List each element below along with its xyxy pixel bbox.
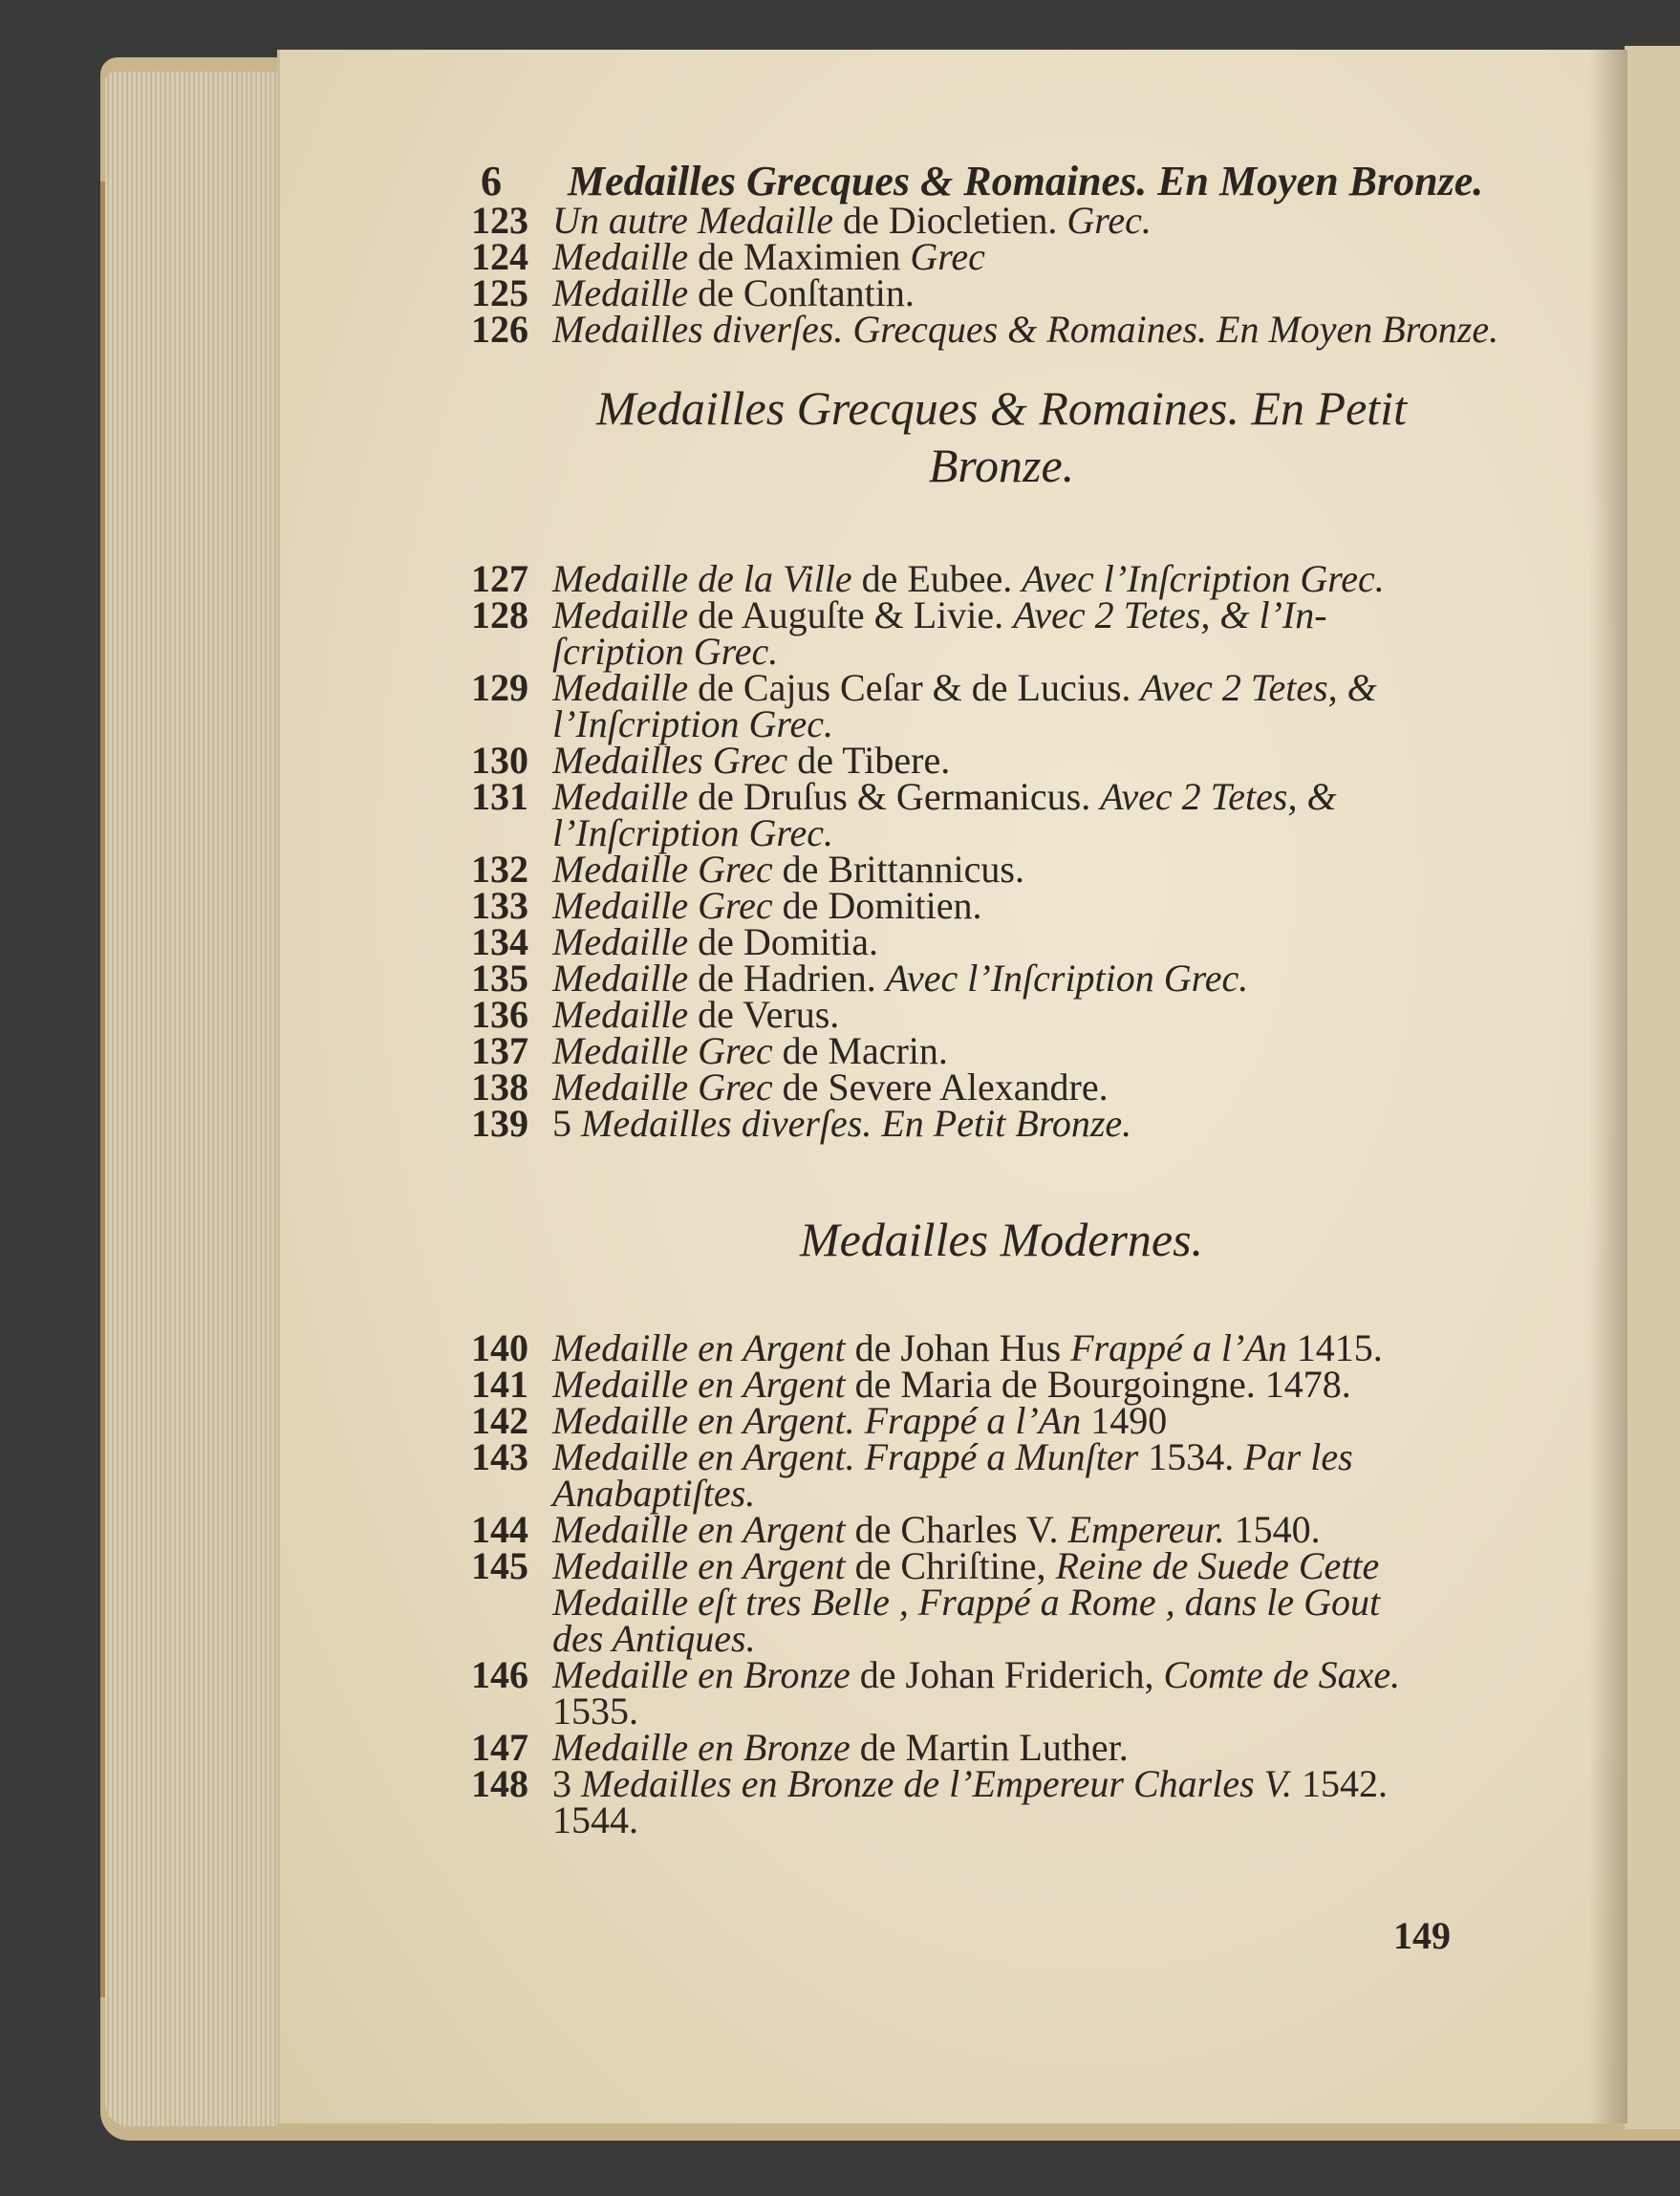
description-line	[552, 920, 1589, 963]
description-line	[552, 666, 1589, 709]
lot-number: 125	[471, 271, 528, 314]
lot-description	[552, 593, 1589, 673]
description-line	[552, 884, 1589, 927]
catchword: 149	[1393, 1914, 1451, 1957]
italic-text: Medaille de la Ville	[552, 557, 852, 600]
lot-number: 133	[471, 884, 528, 927]
lot-number: 123	[471, 199, 528, 242]
page-edges	[105, 72, 277, 2126]
lot-entry	[471, 308, 1589, 351]
description-line	[552, 235, 1589, 278]
lot-number: 131	[471, 775, 528, 818]
description-line	[552, 957, 1589, 1000]
roman-text: de Johan Friderich,	[850, 1653, 1164, 1696]
italic-text: Medaille	[552, 593, 689, 636]
lot-description	[552, 1762, 1589, 1841]
lot-description	[552, 308, 1589, 351]
italic-text: Medaille	[552, 271, 689, 314]
italic-text: Empereur.	[1067, 1508, 1225, 1551]
lot-number: 128	[471, 593, 528, 636]
italic-text: l’Inſcription Grec.	[552, 702, 834, 745]
italic-text: Medaille Grec	[552, 884, 773, 927]
roman-text: de Druſus & Germanicus.	[688, 775, 1101, 818]
lot-number: 130	[471, 739, 528, 782]
lot-description	[552, 920, 1589, 963]
roman-text: 1542.	[1291, 1762, 1388, 1805]
lot-entry	[471, 1508, 1589, 1551]
page-number: 6	[481, 158, 502, 205]
lot-entry	[471, 848, 1589, 891]
italic-text: Avec l’Inſcription Grec.	[885, 957, 1249, 1000]
italic-text: des Antiques.	[552, 1617, 756, 1660]
lot-description	[552, 848, 1589, 891]
lot-number: 138	[471, 1066, 528, 1109]
italic-text: Medaille	[552, 666, 689, 709]
italic-text: Medaille Grec	[552, 1029, 773, 1072]
lot-entry	[471, 1653, 1589, 1733]
roman-text: 1540.	[1224, 1508, 1321, 1551]
heading-line: Medailles Modernes.	[799, 1213, 1204, 1266]
lot-entry	[471, 1029, 1589, 1072]
lot-description	[552, 1399, 1589, 1442]
roman-text: 1415.	[1286, 1326, 1383, 1369]
lot-entry	[471, 557, 1589, 600]
italic-text: Avec 2 Tetes, &	[1100, 775, 1337, 818]
lot-number: 139	[471, 1102, 528, 1145]
description-line	[552, 1581, 1589, 1624]
italic-text: Frappé a l’An	[1070, 1326, 1287, 1369]
italic-text: Medaille	[552, 993, 689, 1036]
italic-text: Medaille	[552, 775, 689, 818]
italic-text: Medaille eſt tres Belle , Frappé a Rome , dans le Gout	[552, 1581, 1381, 1624]
lot-number: 124	[471, 235, 528, 278]
lot-entry	[471, 739, 1589, 782]
description-line	[552, 775, 1589, 818]
roman-text: de Eubee.	[851, 557, 1023, 600]
lot-description	[552, 666, 1589, 745]
lot-number: 141	[471, 1363, 528, 1406]
roman-text: de Johan Hus	[845, 1326, 1071, 1369]
description-line	[552, 1544, 1589, 1587]
description-line	[552, 1653, 1589, 1696]
heading-line: Medailles Grecques & Romaines. En Petit	[596, 381, 1407, 435]
lot-number: 137	[471, 1029, 528, 1072]
lot-entry	[471, 957, 1589, 1000]
italic-text: Medaille en Argent. Frappé a Munſter	[552, 1435, 1139, 1478]
lot-entry	[471, 993, 1589, 1036]
description-line	[552, 1690, 1589, 1733]
lot-number: 135	[471, 957, 528, 1000]
roman-text: de Domitia.	[688, 920, 879, 963]
lot-number: 140	[471, 1326, 528, 1369]
lot-description	[552, 1435, 1589, 1515]
italic-text: Un autre Medaille	[552, 199, 834, 242]
italic-text: Medaille	[552, 920, 689, 963]
description-line	[552, 630, 1589, 673]
roman-text: de Macrin.	[772, 1029, 948, 1072]
entries-modernes	[471, 1326, 1589, 1841]
description-line	[552, 1617, 1589, 1660]
italic-text: Avec 2 Tetes, & l’In-	[1013, 593, 1327, 636]
lot-entry	[471, 199, 1589, 242]
italic-text: Avec l’Inſcription Grec.	[1022, 557, 1385, 600]
lot-description	[552, 557, 1589, 600]
lot-entry	[471, 1363, 1589, 1406]
lot-description	[552, 1653, 1589, 1733]
roman-text: de Conſtantin.	[688, 271, 915, 314]
description-line	[552, 308, 1589, 351]
italic-text: Reine de Suede Cette	[1055, 1544, 1380, 1587]
italic-text: Comte de Saxe.	[1163, 1653, 1401, 1696]
roman-text: 1535.	[552, 1690, 638, 1733]
lot-entry	[471, 1762, 1589, 1841]
lot-number: 136	[471, 993, 528, 1036]
lot-description	[552, 1102, 1589, 1145]
description-line	[552, 702, 1589, 745]
lot-description	[552, 775, 1589, 854]
italic-text: Medaille	[552, 235, 689, 278]
description-line	[552, 739, 1589, 782]
lot-description	[552, 1363, 1589, 1406]
lot-description	[552, 1029, 1589, 1072]
description-line	[552, 1363, 1589, 1406]
lot-number: 126	[471, 308, 528, 351]
running-title: Medailles Grecques & Romaines. En Moyen Bronze.	[568, 158, 1484, 205]
description-line	[552, 271, 1589, 314]
italic-text: Medaille en Argent	[552, 1544, 846, 1587]
lot-number: 129	[471, 666, 528, 709]
entries-moyen-bronze	[471, 199, 1589, 351]
lot-entry	[471, 1326, 1589, 1369]
roman-text: de Martin Luther.	[850, 1726, 1129, 1769]
description-line	[552, 848, 1589, 891]
italic-text: Medaille en Argent. Frappé a l’An	[552, 1399, 1082, 1442]
italic-text: Grec.	[1066, 199, 1152, 242]
italic-text: Medaille Grec	[552, 1066, 773, 1109]
lot-number: 132	[471, 848, 528, 891]
lot-description	[552, 199, 1589, 242]
lot-entry	[471, 271, 1589, 314]
lot-entry	[471, 235, 1589, 278]
description-line	[552, 1326, 1589, 1369]
italic-text: Medaille en Argent	[552, 1363, 846, 1406]
description-line	[552, 1762, 1589, 1805]
lot-number: 143	[471, 1435, 528, 1478]
description-line	[552, 1435, 1589, 1478]
italic-text: Medaille en Bronze	[552, 1726, 851, 1769]
description-line	[552, 1102, 1589, 1145]
italic-text: Medailles en Bronze de l’Empereur Charles V.	[581, 1762, 1292, 1805]
lot-number: 127	[471, 557, 528, 600]
italic-text: Medaille en Argent	[552, 1326, 846, 1369]
lot-entry	[471, 1066, 1589, 1109]
facing-page-edge	[1625, 46, 1680, 2129]
italic-text: Medailles Grec	[552, 739, 788, 782]
roman-text: de Domitien.	[772, 884, 982, 927]
description-line	[552, 557, 1589, 600]
italic-text: Medaille en Argent	[552, 1508, 846, 1551]
roman-text: de Verus.	[688, 993, 840, 1036]
description-line	[552, 1472, 1589, 1515]
italic-text: Grec	[910, 235, 985, 278]
italic-text: Medaille en Bronze	[552, 1653, 851, 1696]
lot-description	[552, 993, 1589, 1036]
lot-description	[552, 1544, 1589, 1660]
roman-text: de Brittannicus.	[772, 848, 1024, 891]
lot-entry	[471, 920, 1589, 963]
roman-text: de Auguſte & Livie.	[688, 593, 1014, 636]
roman-text: 1544.	[552, 1798, 638, 1841]
italic-text: Medailles diverſes. Grecques & Romaines. En Moyen Bronze.	[552, 308, 1499, 351]
lot-description	[552, 1508, 1589, 1551]
lot-description	[552, 957, 1589, 1000]
lot-entry	[471, 1726, 1589, 1769]
lot-entry	[471, 1435, 1589, 1515]
description-line	[552, 1399, 1589, 1442]
lot-entry	[471, 593, 1589, 673]
lot-description	[552, 271, 1589, 314]
italic-text: Par les	[1243, 1435, 1353, 1478]
lot-entry	[471, 666, 1589, 745]
description-line	[552, 1508, 1589, 1551]
description-line	[552, 1726, 1589, 1769]
heading-line: Bronze.	[928, 439, 1075, 492]
lot-description	[552, 739, 1589, 782]
roman-text: 1490	[1081, 1399, 1168, 1442]
lot-entry	[471, 1399, 1589, 1442]
description-line	[552, 1798, 1589, 1841]
italic-text: Medailles diverſes. En Petit Bronze.	[581, 1102, 1132, 1145]
lot-number: 145	[471, 1544, 528, 1587]
roman-text: 5	[552, 1102, 581, 1145]
entries-petit-bronze	[471, 557, 1589, 1145]
lot-description	[552, 884, 1589, 927]
page	[277, 50, 1627, 2123]
lot-number: 147	[471, 1726, 528, 1769]
roman-text: de Chriſtine,	[845, 1544, 1056, 1587]
description-line	[552, 993, 1589, 1036]
roman-text: de Maria de Bourgoingne. 1478.	[845, 1363, 1351, 1406]
lot-description	[552, 1726, 1589, 1769]
italic-text: ſcription Grec.	[552, 630, 779, 673]
lot-entry	[471, 1544, 1589, 1660]
roman-text: de Maximien	[688, 235, 911, 278]
lot-description	[552, 1066, 1589, 1109]
roman-text: 1534.	[1138, 1435, 1244, 1478]
roman-text: de Cajus Ceſar & de Lucius.	[688, 666, 1141, 709]
description-line	[552, 199, 1589, 242]
italic-text: Medaille Grec	[552, 848, 773, 891]
lot-entry	[471, 775, 1589, 854]
lot-number: 148	[471, 1762, 528, 1805]
lot-number: 146	[471, 1653, 528, 1696]
italic-text: Anabaptiſtes.	[552, 1472, 756, 1515]
description-line	[552, 811, 1589, 854]
lot-number: 134	[471, 920, 528, 963]
section-heading-modernes	[500, 1211, 1503, 1268]
description-line	[552, 593, 1589, 636]
section-heading-petit-bronze	[500, 379, 1503, 494]
page-text	[280, 50, 1627, 2123]
lot-description	[552, 235, 1589, 278]
lot-description	[552, 1326, 1589, 1369]
italic-text: l’Inſcription Grec.	[552, 811, 834, 854]
lot-entry	[471, 884, 1589, 927]
lot-number: 144	[471, 1508, 528, 1551]
italic-text: Medaille	[552, 957, 689, 1000]
roman-text: de Diocletien.	[833, 199, 1067, 242]
roman-text: de Hadrien.	[688, 957, 886, 1000]
description-line	[552, 1066, 1589, 1109]
lot-entry	[471, 1102, 1589, 1145]
roman-text: de Severe Alexandre.	[772, 1066, 1109, 1109]
roman-text: de Tibere.	[787, 739, 951, 782]
lot-number: 142	[471, 1399, 528, 1442]
roman-text: de Charles V.	[845, 1508, 1068, 1551]
italic-text: Avec 2 Tetes, &	[1140, 666, 1377, 709]
description-line	[552, 1029, 1589, 1072]
roman-text: 3	[552, 1762, 581, 1805]
